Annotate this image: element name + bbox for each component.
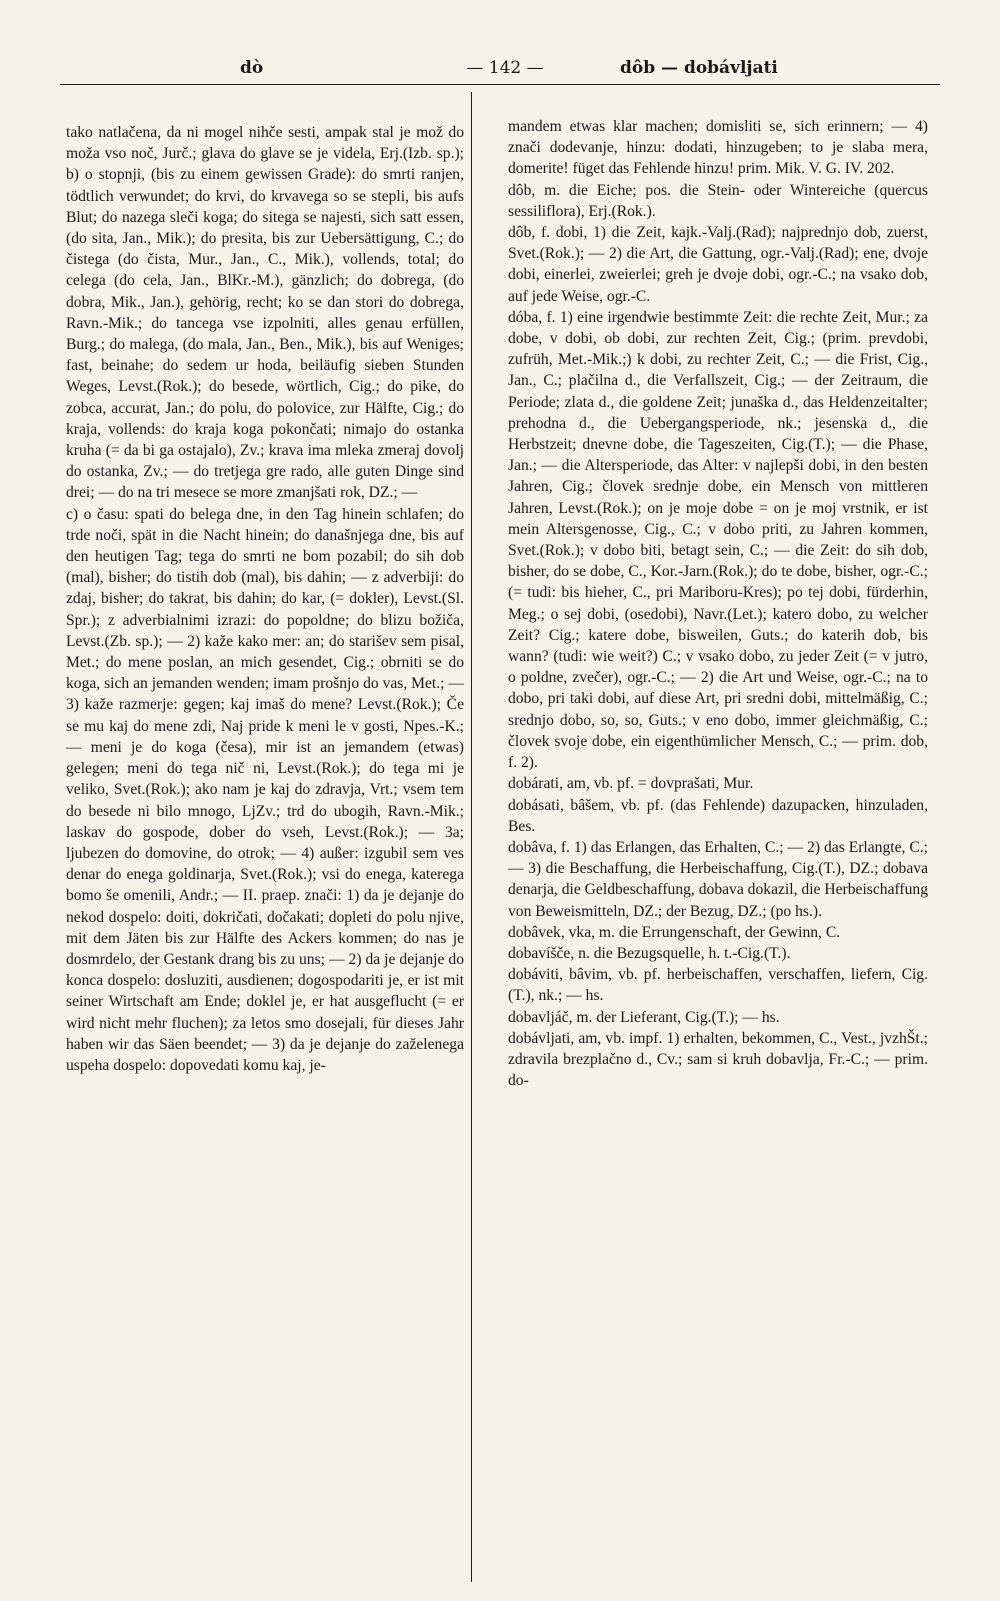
dictionary-entry: dobâvek, vka, m. die Errungenschaft, der Gewinn, C. <box>508 923 841 941</box>
dictionary-entry: dóba, f. 1) eine irgendwie bestimmte Zeit: die rechte Zeit, Mur.; za dobe, v dobi, ob dobi, zur rechten Zeit, Cig.; (prim. prevdobi, zufrüh, Met.-Mik.;) k dobi, zu rechter Zeit, C.; — die Frist, Cig., Jan., C.; plačilna d., die Verfallszeit, Cig.; — der Zeitraum, die Periode; zlata d., die goldene Zeit; junaška d., das Heldenzeitalter; prehodna d., die Uebergangsperiode, nk.; jesenska d., die Herbstzeit; dnevne dobe, die Tageszeiten, Cig.(T.); — die Phase, Jan.; — die Altersperiode, das Alter: v najlepši dobi, in den besten Jahren, Cig.; človek srednje dobe, ein Mensch von mittleren Jahren, Levst.(Rok.); on je moje dobe = on je moj vrstnik, er ist mein Altersgenosse, Cig., C.; v dobo priti, zu Jahren kommen, Svet.(Rok.); v dobo biti, betagt sein, C.; — die Zeit: do sih dob, bisher, do se dobe, C., Kor.-Jarn.(Rok.); do te dobe, bisher, ogr.-C.; (= tudi: bis hieher, C., pri Mariboru-Kres); po tej dobi, fürderhin, Meg.; o sej dobi, (osedobi), Navr.(Let.); katero dobo, zu welcher Zeit? Cig.; katere dobe, bisweilen, Guts.; do katerih dob, bis wann? (tudi: wie weit?) C.; v vsako dobo, zu jeder Zeit (= v jutro, o poldne, zvečer), ogr.-C.; — 2) die Art und Weise, ogr.-C.; na to dobo, pri taki dobi, auf diese Art, pri sredni dobi, mittelmäßig, C.; srednjo dobo, so, so, Guts.; v eno dobo, immer gleichmäßig, C.; človek svoje dobe, ein eigenthümlicher Mensch, C.; — prim. dob, f. 2). <box>508 308 928 772</box>
page-number: — 142 — <box>466 58 544 78</box>
left-column <box>66 122 464 1076</box>
page-header <box>60 52 940 82</box>
dictionary-entry: dobavljáč, m. der Lieferant, Cig.(T.); — hs. <box>508 1008 780 1026</box>
header-rule <box>60 84 940 85</box>
dictionary-entry: dôb, m. die Eiche; pos. die Stein- oder Wintereiche (quercus sessiliflora), Erj.(Rok.). <box>508 181 928 220</box>
dictionary-entry: dobárati, am, vb. pf. = dovprašati, Mur. <box>508 775 754 793</box>
dictionary-entry: dobávljati, am, vb. impf. 1) erhalten, bekommen, C., Vest., jvzhŠt.; zdravila brezplačno d., Cv.; sam si kruh dobavlja, Fr.-C.; — prim. do- <box>508 1029 928 1090</box>
dictionary-entry: dobáviti, bâvim, vb. pf. herbeischaffen, verschaffen, liefern, Cig.(T.), nk.; — hs. <box>508 966 928 1005</box>
paragraph: c) o času: spati do belega dne, in den Tag hinein schlafen; do trde noči, spät in die Nacht hinein; do današnjega dne, bis auf den heutigen Tag; tega do smrti ne bom pozabil; do sih dob (mal), bisher; do tistih dob (mal), bis dahin; — z adverbiji: do zdaj, bisher; do takrat, bis dahin; do kar, (= dokler), Levst.(Sl. Spr.); z adverbialnimi izrazi: do popoldne; do blizu božiča, Levst.(Zb. sp.); — 2) kaže kako mer: an; do starišev sem pisal, Met.; do mene poslan, an mich gesendet, Cig.; obrniti se do koga, sich an jemanden wenden; imam prošnjo do vas, Met.; — 3) kaže razmerje: gegen; kaj imaš do mene? Levst.(Rok.); Če se mu kaj do mene zdi, Naj pride k meni le v gosti, Npes.-K.; — meni je do koga (česa), mir ist an jemandem (etwas) gelegen; meni do tega nič ni, Levst.(Rok.); do tega mi je veliko, Svet.(Rok.); ako nam je kaj do zdravja, Vrt.; vsem tem do besede ni bilo mnogo, LjZv.; trd do ubogih, Ravn.-Mik.; laskav do gospode, dober do vseh, Levst.(Rok.); — 3a; ljubezen do domovine, do otrok; — 4) außer: izgubil sem ves denar do enega goldinarja, Svet.(Rok.); vsi do enega, katerega bomo še omenili, Andr.; — II. praep. znači: 1) da je dejanje do nekod dospelo: doiti, dokričati, dočakati; dopleti do polu njive, mit dem Jäten bis zur Hälfte des Ackers kommen; do nas je dosmrdelo, der Gestank drang bis zu uns; — 2) da je dejanje do konca dospelo: dosluziti, ausdienen; dogospodariti je, er ist mit seiner Wirtschaft am Ende; doklel je, er hat ausgeflucht (= er wird nicht mehr fluchen); za letos smo dosejali, für dieses Jahr haben wir das Säen beendet; — 3) da je dejanje do zaželenega uspeha dospelo: dopovedati komu kaj, je- <box>66 505 464 1074</box>
dictionary-entry: dobavíšče, n. die Bezugsquelle, h. t.-Cig.(T.). <box>508 944 791 962</box>
dictionary-entry: dôb, f. dobi, 1) die Zeit, kajk.-Valj.(Rad); najprednjo dob, zuerst, Svet.(Rok.); — 2) die Art, die Gattung, ogr.-Valj.(Rad); ene, dvoje dobi, einerlei, zweierlei; greh je dvoje dobi, ogr.-C.; na vsako dob, auf jede Weise, ogr.-C. <box>508 224 928 305</box>
header-right-words: dôb — dobávljati <box>620 58 778 78</box>
header-left-word: dò <box>240 58 264 78</box>
dictionary-entry: dobâva, f. 1) das Erlangen, das Erhalten, C.; — 2) das Erlangte, C.; — 3) die Beschaffung, die Herbeischaffung, Cig.(T.), DZ.; dobava denarja, die Geldbeschaffung, dobava dokazil, die Herbeischaffung von Beweismitteln, DZ.; der Bezug, DZ.; (po hs.). <box>508 838 928 920</box>
right-column <box>508 116 928 1091</box>
paragraph: tako natlačena, da ni mogel nihče sesti, ampak stal je mož do moža vso noč, Jurč.; glava do glave se je videla, Erj.(Izb. sp.); b) o stopnji, (bis zu einem gewissen Grade): do smrti ranjen, tödtlich verwundet; do krvi, do krvavega so se stepli, bis aufs Blut; do nazega sleči koga; do sitega se najesti, sich satt essen, (do sita, Jan., Mik.); do presita, bis zur Uebersättigung, C.; do čistega (do čista, Mur., Jan., C., Mik.), vollends, total; do celega (do cela, Jan., BlKr.-M.), gänzlich; do dobrega, (do dobra, Mik., Jan.), gehörig, recht; ko se dan stori do dobrega, Ravn.-Mik.; do tancega vse izpolniti, alles genau erfüllen, Burg.; do malega, (do mala, Jan., Ben., Mik.), bis auf Weniges; fast, beinahe; do sedem ur hoda, beiläufig sieben Stunden Weges, Levst.(Rok.); do besede, wörtlich, Cig.; do pike, do zobca, accurat, Jan.; do polu, do polovice, zur Hälfte, Cig.; do kraja, vollends: do kraja koga pokončati; nimajo do ostanka kruha (= da bi ga ostajalo), Zv.; krava ima mleka zmeraj dovolj do ostanka, Zv.; — do tretjega gre rado, alle guten Dinge sind drei; — do na tri mesece se more zmanjšati rok, DZ.; — <box>66 124 464 502</box>
column-divider <box>471 92 472 1582</box>
paragraph: mandem etwas klar machen; domisliti se, sich erinnern; — 4) znači dodevanje, hinzu: dodati, hinzugeben; to je slaba mera, domerite! füget das Fehlende hinzu! prim. Mik. V. G. IV. 202. <box>508 118 928 178</box>
dictionary-entry: dobásati, bâšem, vb. pf. (das Fehlende) dazupacken, hinzuladen, Bes. <box>508 796 928 835</box>
